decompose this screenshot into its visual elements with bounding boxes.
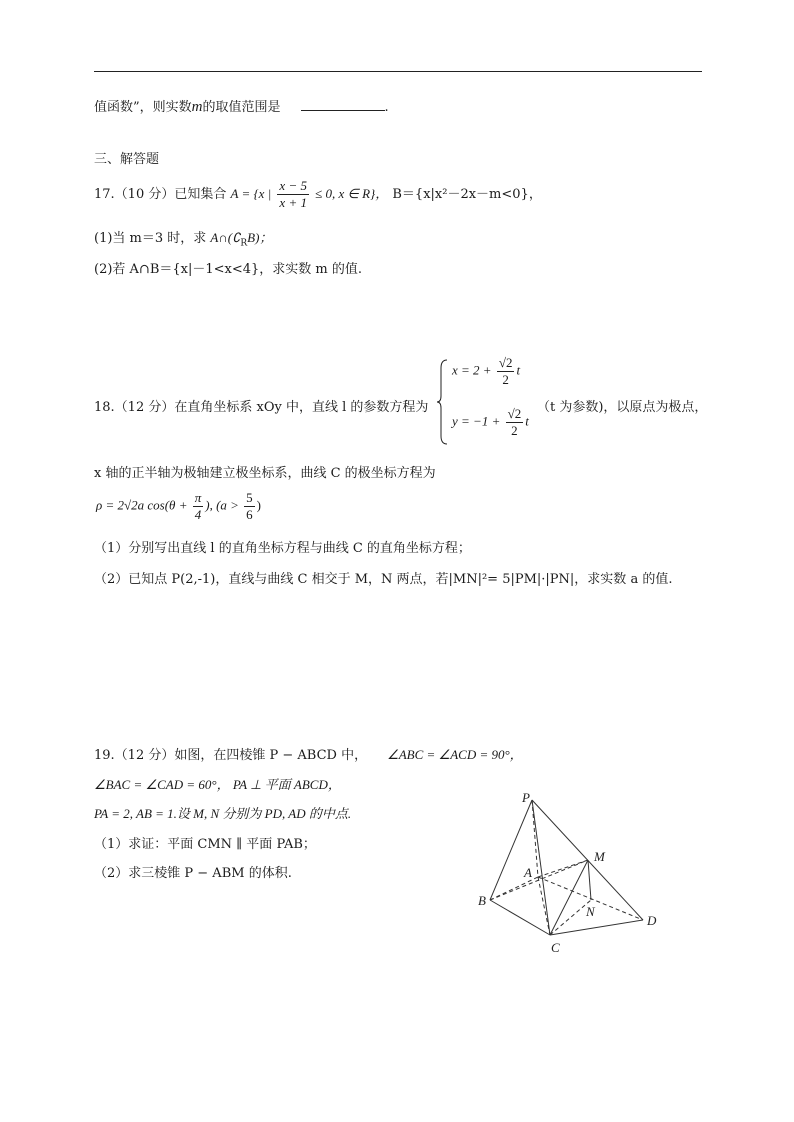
edge-bc [490, 900, 550, 935]
q18-head: 18.（12 分）在直角坐标系 xOy 中，直线 l 的参数方程为 [94, 400, 429, 415]
q19-line2: ∠BAC = ∠CAD = 60°， PA ⊥ 平面 ABCD， [94, 777, 341, 792]
pyramid-figure [470, 785, 670, 960]
edge-mn [588, 860, 591, 900]
section-title: 三、解答题 [94, 152, 160, 167]
q19-head: 19.（12 分）如图，在四棱锥 P − ABCD 中， ∠ABC = ∠ACD = 90°， [94, 747, 523, 763]
q19-line3: PA = 2, AB = 1.设 M, N 分别为 PD, AD 的中点. [94, 806, 352, 821]
label-b: B [478, 893, 486, 908]
q18-eq1: x = 2 + $\frac{√2}{2}$ t [452, 355, 521, 387]
edge-ac [538, 877, 550, 935]
edge-cm [550, 860, 588, 935]
q17-head: 17.（10 分）已知集合 A = {x | $\frac{x - 5}{x + 1}$ ≤ 0, x ∈ R}， B＝{x|x²－2x－m<0}， [94, 178, 542, 210]
q18-part2: （2）已知点 P(2,-1)，直线与曲线 C 相交于 M，N 两点，若|MN|²= 5|PM|·|PN|，求实数 a 的值. [94, 572, 673, 587]
q18-polar: ρ = 2√2a cos(θ + $\frac{\pi}{4}$ ), (a > $\frac{5}{6}$ ) [96, 490, 262, 522]
edge-cd [550, 920, 643, 935]
label-c: C [551, 940, 560, 955]
q18-tail: （t 为参数)，以原点为极点， [537, 400, 708, 415]
q18-eq2: y = −1 + $\frac{√2}{2}$ t [452, 406, 529, 438]
continued-line: 值函数”，则实数m的取值范围是 . [94, 99, 389, 115]
q18-line2: x 轴的正半轴为极轴建立极坐标系，曲线 C 的极坐标方程为 [94, 466, 436, 481]
q18-brace [437, 358, 449, 446]
q17-part1: (1)当 m＝3 时，求 $A\cap(∁_RB)$； [94, 230, 273, 249]
continued-var: m [191, 99, 203, 115]
q19-part2: （2）求三棱锥 P − ABM 的体积. [94, 866, 292, 881]
answer-blank[interactable] [301, 98, 385, 111]
label-p: P [522, 790, 530, 805]
continued-text: 值函数”，则实数 [94, 100, 192, 115]
q17-part2: (2)若 A∩B＝{x|－1<x<4}，求实数 m 的值. [94, 262, 363, 277]
label-a: A [524, 865, 532, 880]
continued-tail: 的取值范围是 [202, 100, 281, 115]
label-d: D [647, 913, 657, 928]
label-m: M [594, 849, 605, 864]
q18-part1: （1）分别写出直线 l 的直角坐标方程与曲线 C 的直角坐标方程； [94, 541, 471, 556]
edge-pc [532, 800, 550, 935]
header-rule [94, 71, 702, 72]
label-n: N [586, 904, 595, 919]
q17-fraction: $\frac{x - 5}{x + 1}$ [279, 178, 307, 210]
q19-part1: （1）求证：平面 CMN ∥ 平面 PAB； [94, 837, 316, 852]
